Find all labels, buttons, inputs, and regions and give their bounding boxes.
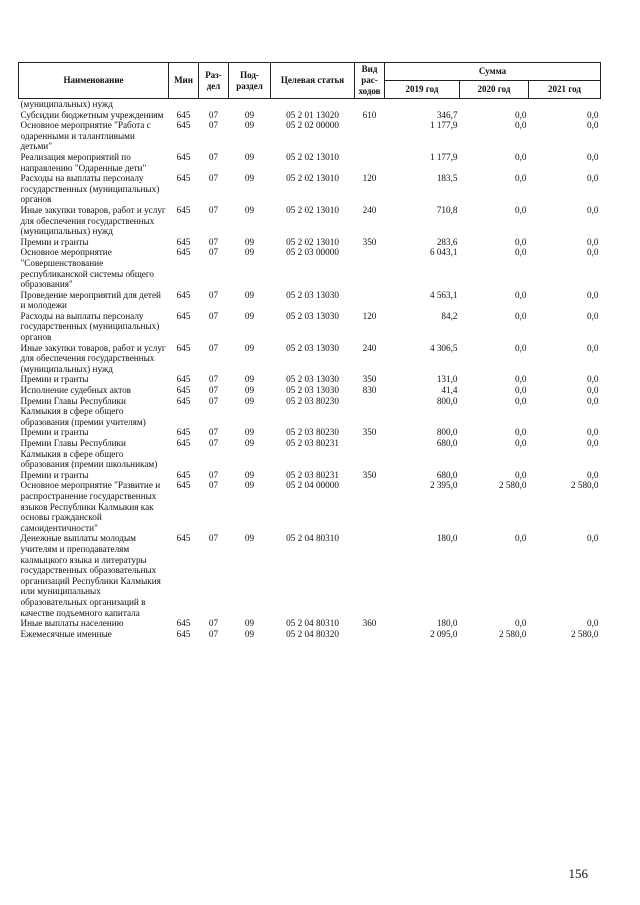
cell-y2021: 0,0: [587, 342, 599, 353]
cell-y2019: [385, 99, 460, 110]
cell-pr: 09: [244, 247, 255, 258]
cell-vr: 120: [362, 173, 377, 184]
table-row: [19, 290, 601, 311]
cell-vr: 240: [362, 342, 377, 353]
page-number: 156: [568, 866, 588, 881]
cell-y2020: 0,0: [515, 109, 527, 120]
cell-rz: 07: [208, 628, 219, 639]
cell-cs: 05 2 03 80230: [286, 427, 339, 438]
cell-pr: 09: [244, 533, 255, 544]
cell-name: Расходы на выплаты персоналу государственных (муниципальных) органов: [20, 173, 160, 205]
cell-y2019: 1 177,9: [429, 120, 458, 131]
cell-vr: [355, 438, 385, 470]
cell-name: Премии и гранты: [20, 374, 89, 385]
cell-cs: 05 2 02 00000: [286, 120, 339, 131]
cell-vr: [355, 152, 385, 173]
cell-min: 645: [176, 395, 191, 406]
cell-name: Премии и гранты: [20, 236, 89, 247]
cell-name: Основное мероприятие "Работа с одаренными и талантливыми детьми": [20, 120, 151, 152]
cell-y2021: 0,0: [587, 438, 599, 448]
cell-rz: [199, 99, 229, 110]
cell-y2019: 180,0: [436, 618, 458, 629]
cell-vr: 350: [362, 469, 377, 480]
cell-y2019: 1 177,9: [429, 151, 458, 162]
cell-y2020: 0,0: [515, 342, 527, 353]
cell-pr: 09: [244, 120, 255, 131]
cell-cs: 05 2 03 13030: [286, 385, 339, 396]
cell-cs: 05 2 03 13030: [286, 289, 339, 300]
cell-min: 645: [176, 151, 191, 162]
cell-y2019: 131,0: [436, 374, 458, 385]
cell-pr: 09: [244, 385, 255, 396]
cell-y2019: 680,0: [436, 469, 458, 480]
cell-y2021: 0,0: [587, 385, 599, 396]
cell-vr: 120: [362, 310, 377, 321]
table-row: [19, 120, 601, 152]
col-min: Мин: [169, 63, 199, 99]
cell-y2021: 0,0: [587, 374, 599, 385]
cell-min: 645: [176, 310, 191, 321]
cell-y2019: 283,6: [436, 236, 458, 247]
cell-pr: 09: [244, 342, 255, 353]
cell-rz: 07: [208, 385, 219, 396]
cell-y2020: 2 580,0: [498, 628, 527, 639]
cell-vr: [355, 629, 385, 640]
cell-y2020: [460, 99, 529, 110]
cell-y2021: 0,0: [587, 204, 599, 215]
cell-vr: [355, 99, 385, 110]
cell-name: Проведение мероприятий для детей и молодежи: [20, 289, 161, 311]
cell-pr: 09: [244, 628, 255, 639]
cell-name: Субсидии бюджетным учреждениям: [20, 109, 164, 120]
col-sum: Сумма: [385, 63, 601, 81]
table-row: [19, 427, 601, 438]
table-row: [19, 99, 601, 110]
cell-vr: [355, 290, 385, 311]
table-row: [19, 385, 601, 396]
table-header: [19, 63, 601, 99]
cell-y2020: 0,0: [515, 236, 527, 247]
cell-y2020: 0,0: [515, 438, 527, 448]
cell-min: 645: [176, 236, 191, 247]
cell-pr: 09: [244, 310, 255, 321]
table-row: [19, 311, 601, 343]
cell-y2019: 84,2: [441, 310, 458, 321]
col-target: Целевая статья: [271, 63, 355, 99]
cell-min: 645: [176, 289, 191, 300]
cell-cs: 05 2 01 13020: [286, 109, 339, 120]
cell-rz: 07: [208, 247, 219, 258]
col-razdel: Раз-дел: [199, 63, 229, 99]
cell-name: (муниципальных) нужд: [20, 99, 113, 109]
cell-y2019: 41,4: [441, 385, 458, 396]
cell-rz: 07: [208, 236, 219, 247]
cell-min: 645: [176, 173, 191, 184]
table-row: [19, 470, 601, 481]
cell-cs: 05 2 03 13030: [286, 310, 339, 321]
col-vid: Вид рас-ходов: [355, 63, 385, 99]
table-row: [19, 110, 601, 121]
cell-name: Премии и гранты: [20, 427, 89, 438]
cell-name: Премии и гранты: [20, 469, 89, 480]
cell-cs: 05 2 03 13030: [286, 374, 339, 385]
table-row: [19, 205, 601, 237]
cell-pr: 09: [244, 236, 255, 247]
cell-cs: 05 2 02 13010: [286, 236, 339, 247]
cell-pr: [229, 99, 271, 110]
cell-y2019: 800,0: [436, 427, 458, 438]
cell-name: Иные закупки товаров, работ и услуг для обеспечения государственных (муниципальных) нужд: [20, 342, 166, 374]
cell-y2020: 0,0: [515, 374, 527, 385]
cell-vr: 610: [362, 109, 377, 120]
cell-y2020: 0,0: [515, 533, 527, 544]
table-row: [19, 247, 601, 289]
cell-y2021: 0,0: [587, 533, 599, 544]
cell-name: Реализация мероприятий по направлению "Одаренные дети": [20, 151, 147, 173]
col-2020: 2020 год: [460, 81, 529, 99]
cell-vr: [355, 396, 385, 428]
cell-rz: 07: [208, 342, 219, 353]
cell-y2021: 0,0: [587, 109, 599, 120]
cell-rz: 07: [208, 374, 219, 385]
cell-cs: 05 2 03 80231: [286, 469, 339, 480]
cell-rz: 07: [208, 310, 219, 321]
cell-y2021: 2 580,0: [570, 628, 599, 639]
cell-rz: 07: [208, 427, 219, 438]
cell-y2019: 346,7: [436, 109, 458, 120]
cell-rz: 07: [208, 618, 219, 629]
cell-rz: 07: [208, 480, 219, 491]
cell-vr: 350: [362, 427, 377, 438]
cell-pr: 09: [244, 618, 255, 629]
cell-pr: 09: [244, 151, 255, 162]
cell-name: Основное мероприятие "Совершенствование республиканской системы общего образования": [20, 247, 155, 290]
cell-name: Иные закупки товаров, работ и услуг для обеспечения государственных (муниципальных) нужд: [20, 204, 166, 237]
cell-cs: 05 2 04 00000: [286, 480, 339, 491]
cell-y2020: 0,0: [515, 204, 527, 215]
cell-name: Расходы на выплаты персоналу государственных (муниципальных) органов: [20, 310, 160, 343]
cell-name: Иные выплаты населению: [20, 618, 124, 629]
table-row: [19, 237, 601, 248]
cell-rz: 07: [208, 289, 219, 300]
cell-vr: 350: [362, 374, 377, 385]
cell-y2020: 0,0: [515, 120, 527, 131]
cell-rz: 07: [208, 533, 219, 544]
cell-y2020: 0,0: [515, 385, 527, 396]
cell-y2020: 0,0: [515, 395, 527, 406]
cell-vr: 350: [362, 236, 377, 247]
cell-rz: 07: [208, 151, 219, 162]
cell-pr: 09: [244, 173, 255, 184]
cell-vr: [355, 533, 385, 618]
table-row: [19, 396, 601, 428]
cell-y2020: 0,0: [515, 469, 527, 480]
cell-y2020: 0,0: [515, 173, 527, 184]
cell-cs: [271, 99, 355, 110]
cell-min: 645: [176, 427, 191, 438]
cell-pr: 09: [244, 427, 255, 438]
cell-y2020: 0,0: [515, 247, 527, 258]
table-body: [19, 99, 601, 640]
cell-cs: 05 2 02 13010: [286, 173, 339, 184]
cell-vr: 830: [362, 385, 377, 396]
cell-y2021: 0,0: [587, 618, 599, 629]
cell-min: 645: [176, 438, 191, 448]
cell-rz: 07: [208, 469, 219, 480]
cell-pr: 09: [244, 289, 255, 300]
cell-rz: 07: [208, 438, 219, 448]
cell-y2021: 0,0: [587, 289, 599, 300]
cell-pr: 09: [244, 438, 255, 448]
col-podrazdel: Под-раздел: [229, 63, 271, 99]
cell-min: 645: [176, 469, 191, 480]
cell-y2021: 0,0: [587, 173, 599, 184]
cell-min: 645: [176, 204, 191, 215]
cell-rz: 07: [208, 204, 219, 215]
col-name: Наименование: [19, 63, 169, 99]
cell-y2020: 0,0: [515, 427, 527, 438]
cell-pr: 09: [244, 395, 255, 406]
table-row: [19, 533, 601, 618]
cell-y2019: 2 095,0: [429, 628, 458, 639]
cell-cs: 05 2 02 13010: [286, 204, 339, 215]
cell-name: Основное мероприятие "Развитие и распространение государственных языков Республики Калмыкия как основы гражданской самоидентичности": [20, 480, 161, 533]
table-row: [19, 173, 601, 205]
cell-rz: 07: [208, 120, 219, 131]
cell-rz: 07: [208, 173, 219, 184]
cell-cs: 05 2 04 80310: [286, 533, 339, 544]
budget-sheet: [18, 62, 600, 639]
cell-y2021: 2 580,0: [570, 480, 599, 491]
cell-min: 645: [176, 109, 191, 120]
cell-cs: 05 2 04 80320: [286, 628, 339, 639]
cell-y2021: 0,0: [587, 427, 599, 438]
cell-y2021: [529, 99, 601, 110]
cell-rz: 07: [208, 109, 219, 120]
cell-y2021: 0,0: [587, 469, 599, 480]
cell-cs: 05 2 03 80230: [286, 395, 339, 406]
table-row: [19, 152, 601, 173]
table-row: [19, 374, 601, 385]
cell-min: [169, 99, 199, 110]
budget-table: [18, 62, 601, 639]
cell-y2021: 0,0: [587, 395, 599, 406]
cell-pr: 09: [244, 109, 255, 120]
table-row: [19, 343, 601, 375]
cell-y2020: 2 580,0: [498, 480, 527, 491]
cell-min: 645: [176, 385, 191, 396]
cell-cs: 05 2 03 13030: [286, 342, 339, 353]
table-row: [19, 480, 601, 533]
cell-y2021: 0,0: [587, 151, 599, 162]
table-row: [19, 438, 601, 470]
col-2019: 2019 год: [385, 81, 460, 99]
cell-min: 645: [176, 533, 191, 544]
cell-pr: 09: [244, 480, 255, 491]
table-row: [19, 618, 601, 629]
cell-name: Премии Главы Республики Калмыкия в сфере общего образования (премии школьникам): [20, 438, 158, 470]
cell-y2021: 0,0: [587, 247, 599, 258]
cell-vr: [355, 480, 385, 533]
cell-y2021: 0,0: [587, 120, 599, 131]
cell-pr: 09: [244, 469, 255, 480]
cell-pr: 09: [244, 374, 255, 385]
cell-pr: 09: [244, 204, 255, 215]
cell-vr: 360: [362, 618, 377, 629]
cell-min: 645: [176, 618, 191, 629]
cell-y2019: 183,5: [436, 173, 458, 184]
cell-cs: 05 2 04 80310: [286, 618, 339, 629]
cell-min: 645: [176, 120, 191, 131]
cell-vr: [355, 247, 385, 289]
cell-cs: 05 2 03 00000: [286, 247, 339, 258]
cell-min: 645: [176, 480, 191, 491]
cell-name: Денежные выплаты молодым учителям и преподавателям калмыцкого языка и литературы государственных образовательных организаций Республики Калмыкия или муниципальных образовательных организаций в качестве подъемного капитала: [20, 533, 161, 618]
cell-name: Премии Главы Республики Калмыкия в сфере общего образования (премии учителям): [20, 395, 146, 427]
col-2021: 2021 год: [529, 81, 601, 99]
cell-y2019: 180,0: [436, 533, 458, 544]
cell-y2021: 0,0: [587, 310, 599, 321]
cell-y2019: 710,8: [436, 204, 458, 215]
cell-vr: 240: [362, 204, 377, 215]
cell-min: 645: [176, 374, 191, 385]
cell-name: Исполнение судебных актов: [20, 385, 132, 396]
cell-rz: 07: [208, 395, 219, 406]
cell-y2019: 4 563,1: [429, 289, 458, 300]
cell-y2019: 680,0: [436, 438, 458, 448]
cell-y2020: 0,0: [515, 310, 527, 321]
cell-cs: 05 2 03 80231: [286, 438, 339, 448]
cell-y2019: 6 043,1: [429, 247, 458, 258]
cell-y2019: 800,0: [436, 395, 458, 406]
cell-y2020: 0,0: [515, 151, 527, 162]
cell-y2021: 0,0: [587, 236, 599, 247]
cell-y2019: 2 395,0: [429, 480, 458, 491]
cell-y2020: 0,0: [515, 289, 527, 300]
table-row: [19, 629, 601, 640]
cell-min: 645: [176, 247, 191, 258]
cell-name: Ежемесячные именные: [20, 628, 112, 639]
cell-cs: 05 2 02 13010: [286, 151, 339, 162]
cell-y2020: 0,0: [515, 618, 527, 629]
cell-min: 645: [176, 628, 191, 639]
cell-min: 645: [176, 342, 191, 353]
cell-vr: [355, 120, 385, 152]
cell-y2019: 4 306,5: [429, 342, 458, 353]
